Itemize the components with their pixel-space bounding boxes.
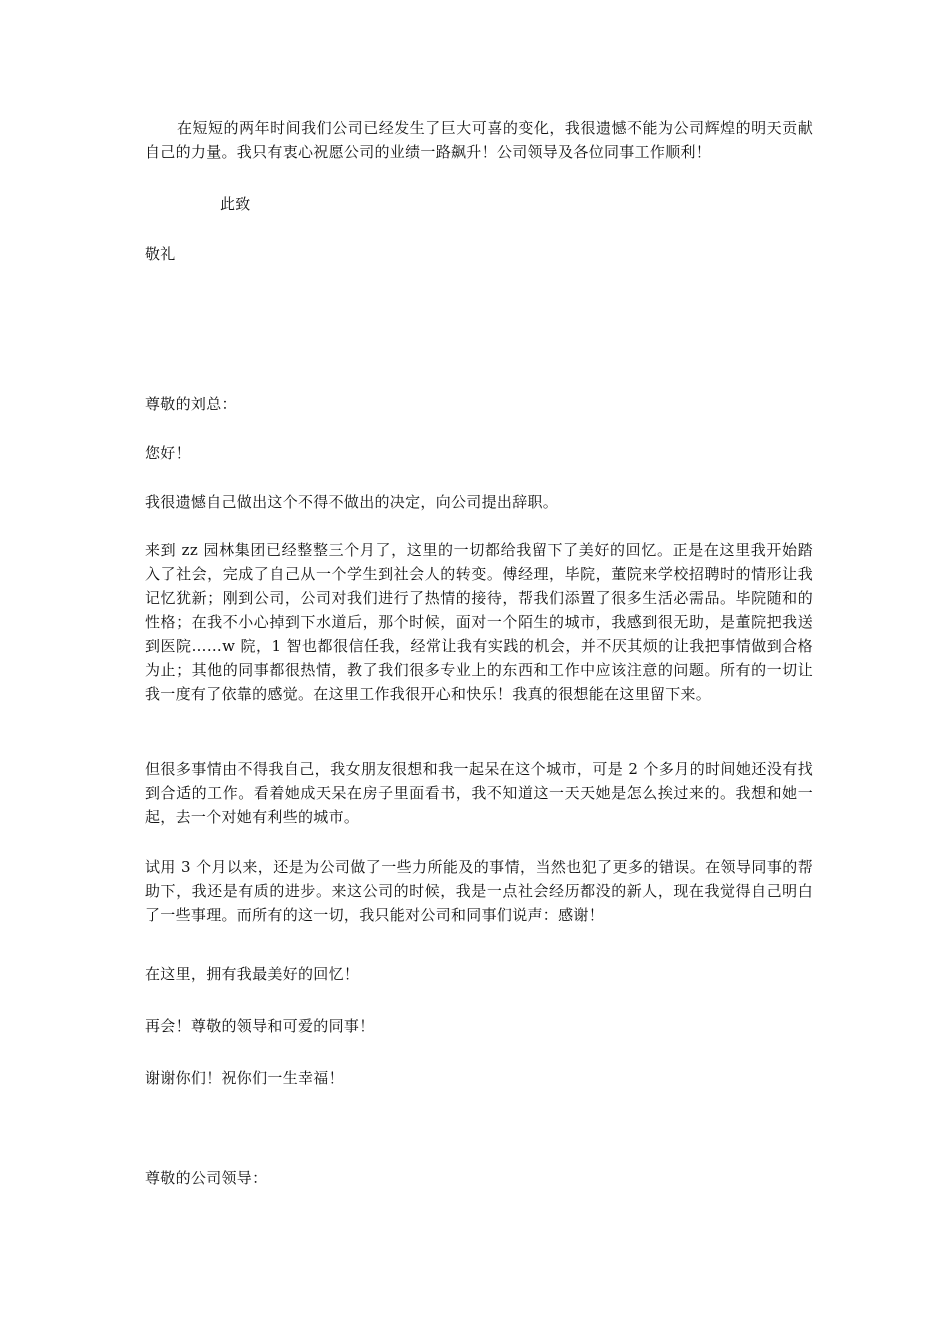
paragraph-reason: 但很多事情由不得我自己，我女朋友很想和我一起呆在这个城市，可是 2 个多月的时间她还没有找到合适的工作。看着她成天呆在房子里面看书，我不知道这一天天她是怎么挨过来的。我想和她一起，去一个对她有利些的城市。 [145, 760, 813, 826]
closing-phrase-jingli: 敬礼 [145, 245, 176, 263]
paragraph-memories: 来到 zz 园林集团已经整整三个月了，这里的一切都给我留下了美好的回忆。正是在这里我开始踏入了社会，完成了自己从一个学生到社会人的转变。傅经理，毕院，董院来学校招聘时的情形让我记忆犹新；刚到公司，公司对我们进行了热情的接待，帮我们添置了很多生活必需品。毕院随和的性格；在我不小心掉到下水道后，那个时候，面对一个陌生的城市，我感到很无助，是董院把我送到医院……w 院，1 智也都很信任我，经常让我有实践的机会，并不厌其烦的让我把事情做到合格为止；其他的同事都很热情，教了我们很多专业上的东西和工作中应该注意的问题。所有的一切让我一度有了依靠的感觉。在这里工作我很开心和快乐！我真的很想能在这里留下来。 [145, 541, 813, 703]
salutation-company-leaders: 尊敬的公司领导： [145, 1169, 268, 1187]
closing-paragraph: 在短短的两年时间我们公司已经发生了巨大可喜的变化，我很遗憾不能为公司辉煌的明天贡献自己的力量。我只有衷心祝愿公司的业绩一路飙升！公司领导及各位同事工作顺利！ [145, 119, 813, 161]
paragraph-thanks: 谢谢你们！祝你们一生幸福！ [145, 1069, 344, 1087]
paragraph-farewell: 再会！尊敬的领导和可爱的同事！ [145, 1017, 375, 1035]
paragraph-resignation: 我很遗憾自己做出这个不得不做出的决定，向公司提出辞职。 [145, 493, 559, 511]
closing-phrase-cizhi: 此致 [220, 195, 251, 213]
greeting: 您好！ [145, 444, 191, 462]
paragraph-probation: 试用 3 个月以来，还是为公司做了一些力所能及的事情，当然也犯了更多的错误。在领导同事的帮助下，我还是有质的进步。来这公司的时候，我是一点社会经历都没的新人，现在我觉得自己明白了一些事理。而所有的这一切，我只能对公司和同事们说声：感谢！ [145, 858, 813, 924]
paragraph-best-memories: 在这里，拥有我最美好的回忆！ [145, 965, 360, 983]
salutation-liu: 尊敬的刘总： [145, 395, 237, 413]
